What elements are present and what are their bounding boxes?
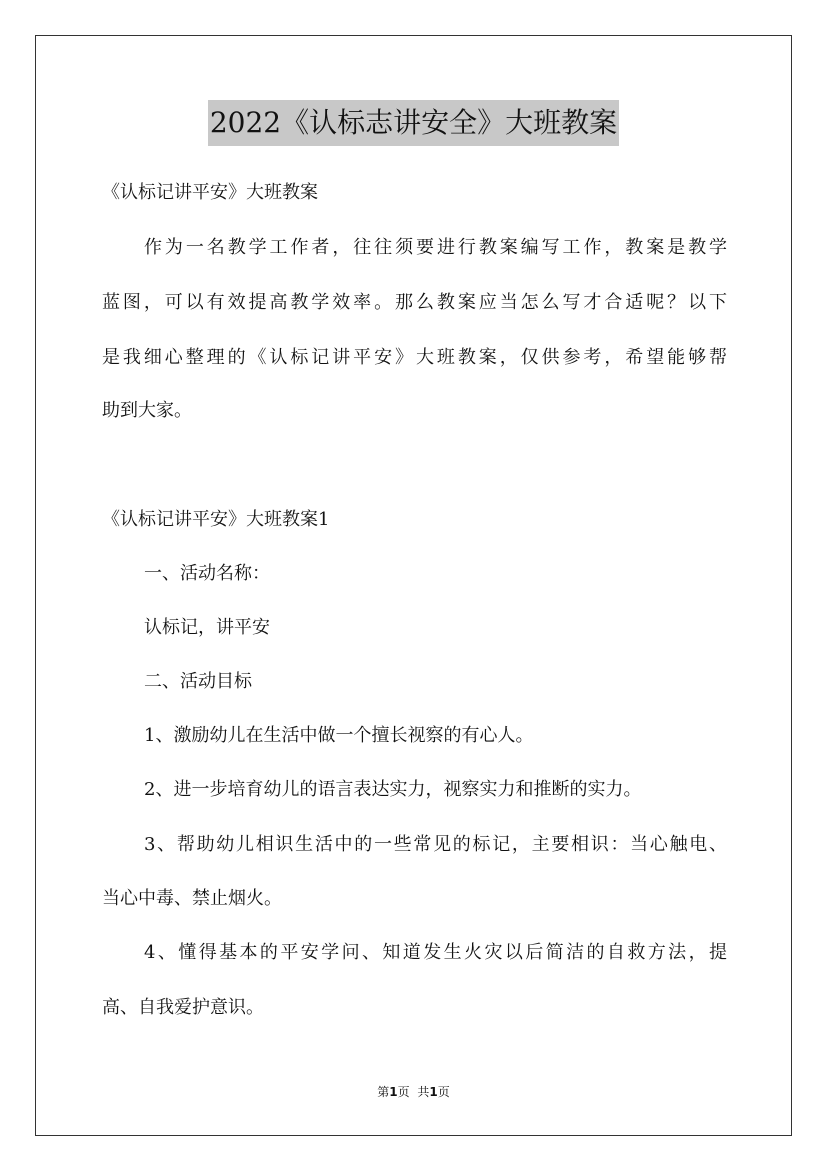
- total-pages: 1: [429, 1085, 438, 1099]
- goal-4-line-2: 高、自我爱护意识。: [102, 997, 264, 1018]
- intro-line-4: 助到大家。: [102, 400, 192, 421]
- activity-name: 认标记，讲平安: [144, 617, 270, 638]
- total-suffix: 页: [437, 1085, 450, 1099]
- document-title: 2022《认标志讲安全》大班教案: [208, 100, 619, 146]
- goal-3-line-1: 3、帮助幼儿相识生活中的一些常见的标记，主要相识：当心触电、: [144, 834, 727, 855]
- activity-name-heading: 一、活动名称：: [144, 563, 270, 584]
- section-heading: 《认标记讲平安》大班教案1: [102, 509, 330, 530]
- intro-line-3: 是我细心整理的《认标记讲平安》大班教案，仅供参考，希望能够帮: [102, 347, 727, 368]
- page-number: 1: [389, 1085, 398, 1099]
- title-block: [0, 100, 827, 146]
- intro-line-2: 蓝图，可以有效提高教学效率。那么教案应当怎么写才合适呢？以下: [102, 292, 727, 313]
- total-prefix: 共: [417, 1085, 430, 1099]
- subtitle: 《认标记讲平安》大班教案: [102, 182, 318, 203]
- goal-1: 1、激励幼儿在生活中做一个擅长视察的有心人。: [144, 725, 534, 746]
- page-footer: [0, 1082, 827, 1102]
- page-suffix: 页: [397, 1085, 410, 1099]
- goal-2: 2、进一步培育幼儿的语言表达实力，视察实力和推断的实力。: [144, 779, 642, 800]
- goal-4-line-1: 4、懂得基本的平安学问、知道发生火灾以后简洁的自救方法，提: [144, 942, 727, 963]
- goal-3-line-2: 当心中毒、禁止烟火。: [102, 888, 282, 909]
- page-prefix: 第: [377, 1085, 390, 1099]
- intro-line-1: 作为一名教学工作者，往往须要进行教案编写工作，教案是教学: [144, 237, 727, 258]
- goals-heading: 二、活动目标: [144, 671, 252, 692]
